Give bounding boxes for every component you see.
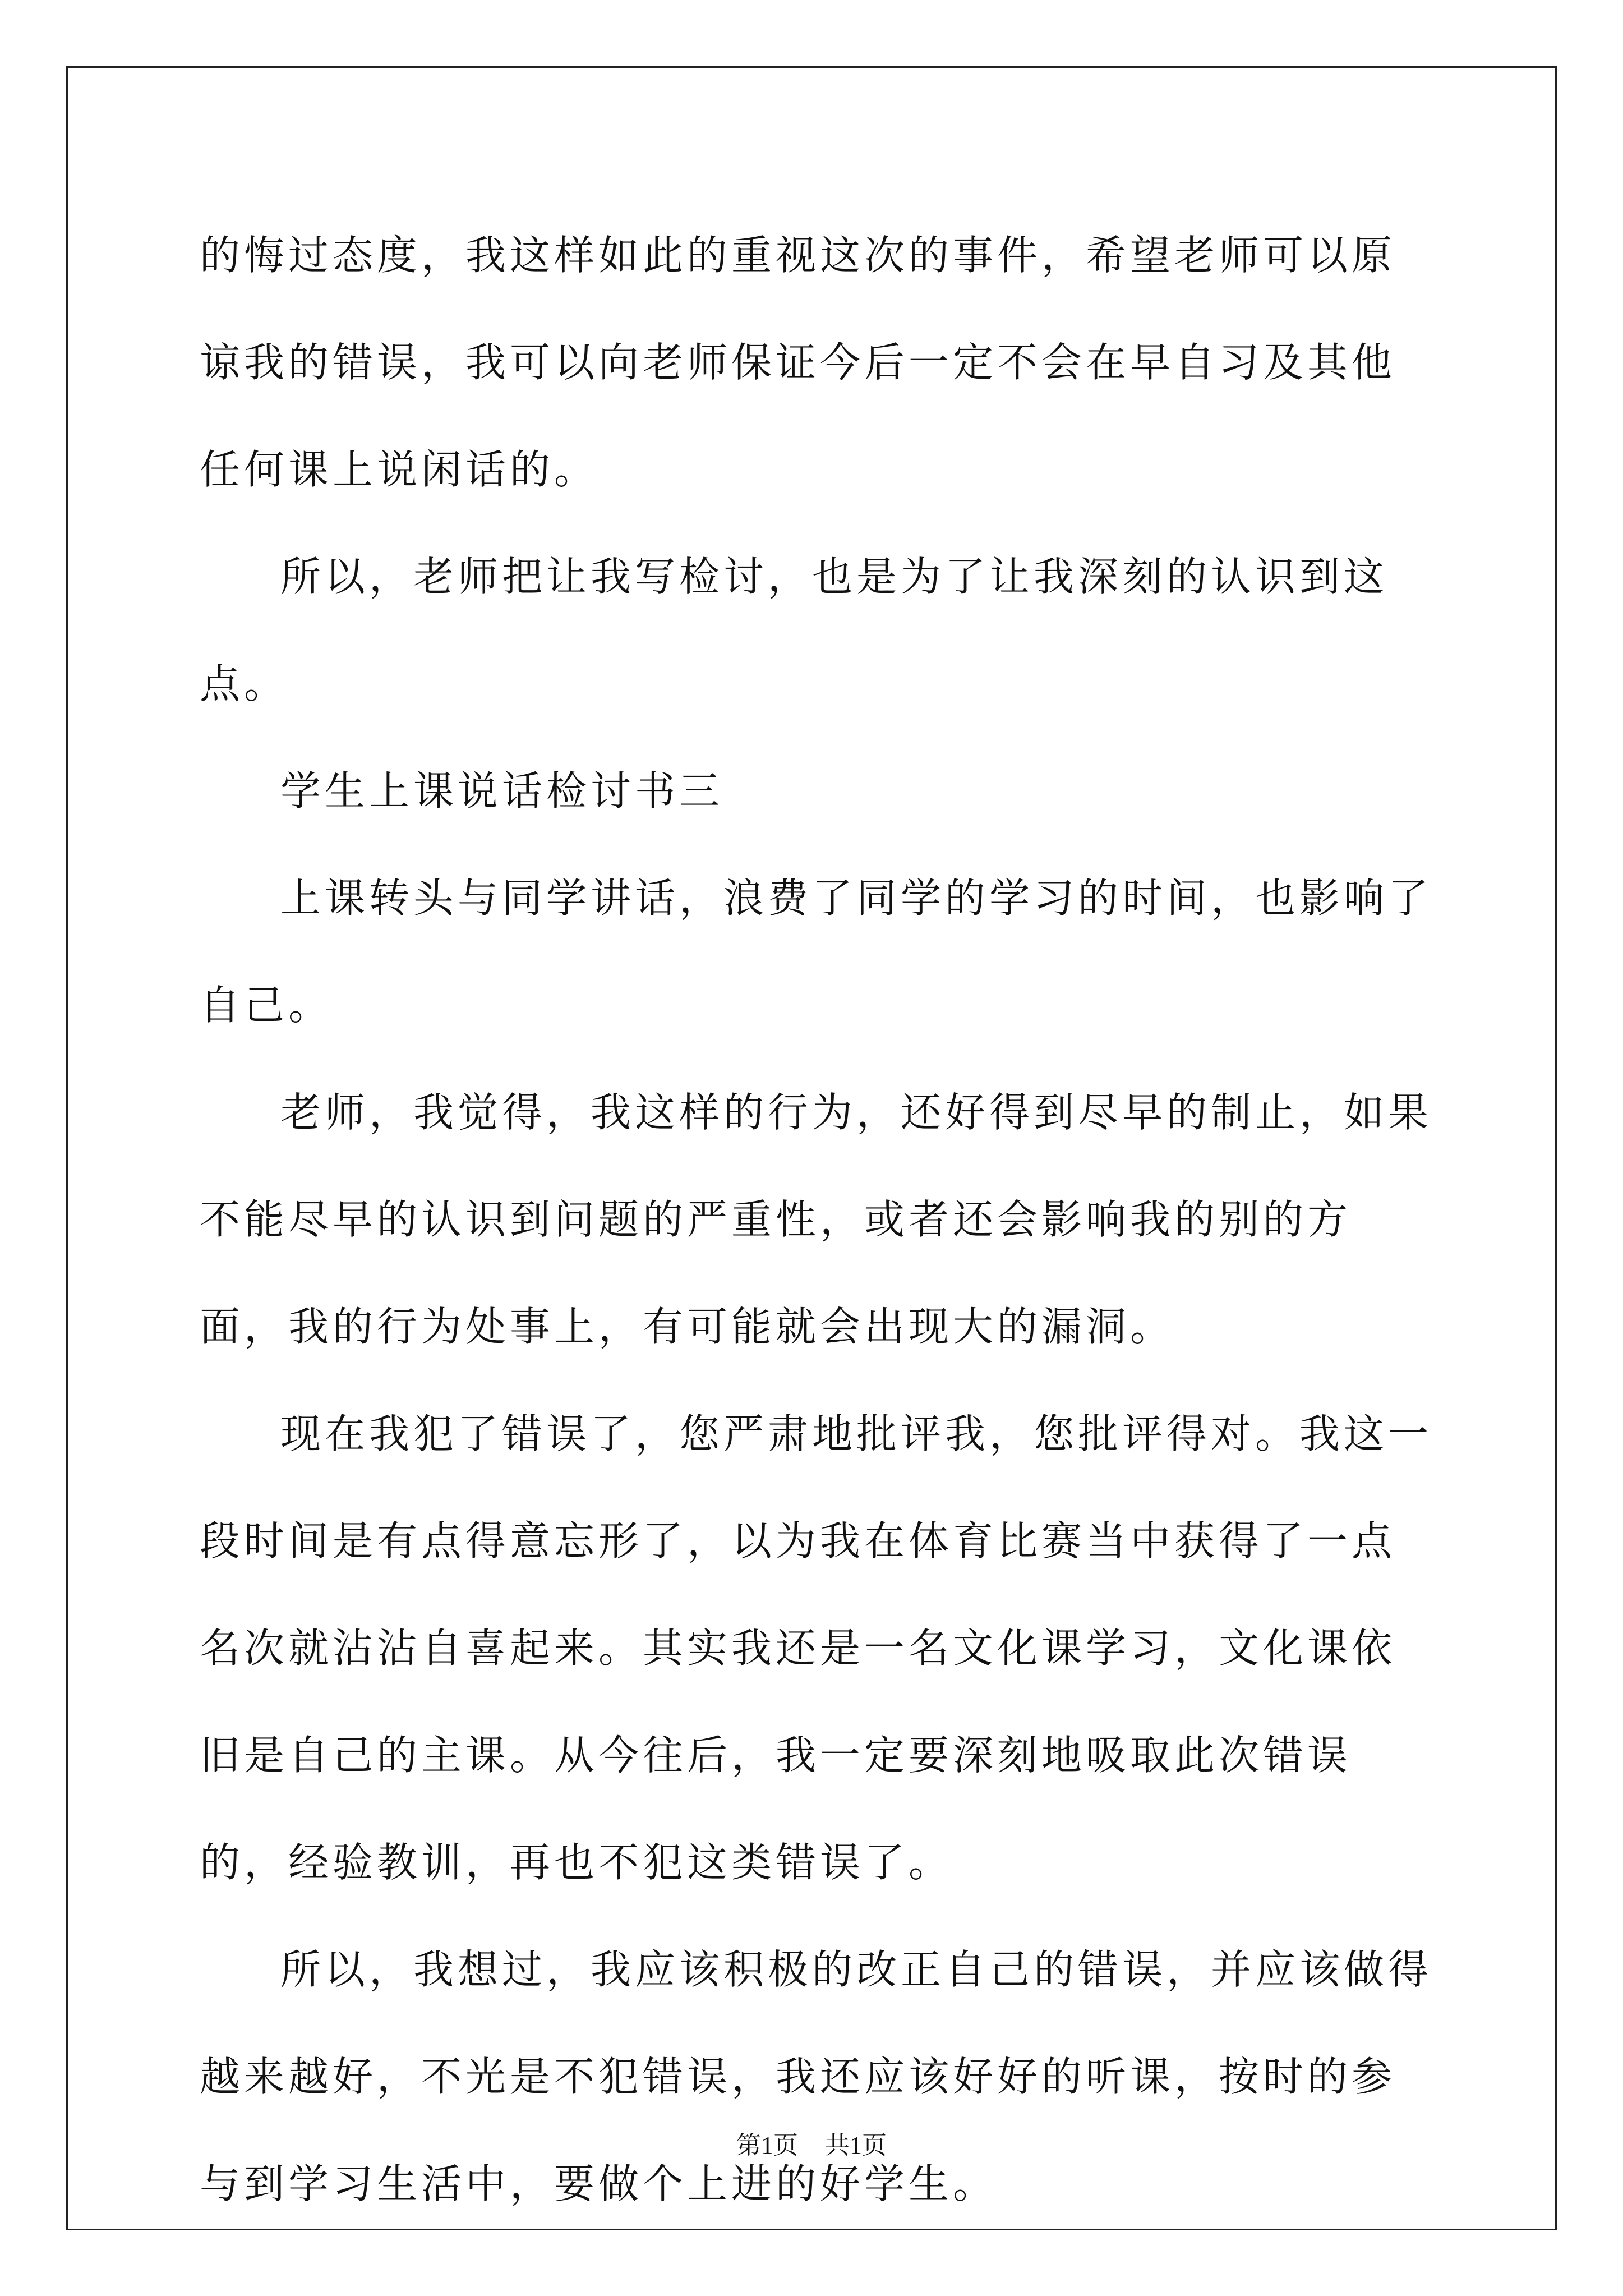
document-body [200, 202, 1433, 2238]
paragraph-6: 所以，我想过，我应该积极的改正自己的错误，并应该做得越来越好，不光是不犯错误，我还应该好好的听课，按时的参与到学习生活中，要做个上进的好学生。 [200, 1946, 1433, 2207]
paragraph-1: 的悔过态度，我这样如此的重视这次的事件，希望老师可以原谅我的错误，我可以向老师保证今后一定不会在早自习及其他任何课上说闲话的。 [200, 232, 1396, 493]
paragraph-2: 所以，老师把让我写检讨，也是为了让我深刻的认识到这点。 [200, 553, 1389, 707]
paragraph-5: 现在我犯了错误了，您严肃地批评我，您批评得对。我这一段时间是有点得意忘形了，以为我在体育比赛当中获得了一点名次就沾沾自喜起来。其实我还是一名文化课学习，文化课依旧是自己的主课。从今往后，我一定要深刻地吸取此次错误的，经验教训，再也不犯这类错误了。 [200, 1410, 1433, 1886]
section-heading: 学生上课说话检讨书三 [280, 767, 724, 815]
page-total: 共1页 [825, 2132, 887, 2159]
page-number: 第1页 [736, 2132, 798, 2159]
page-footer [0, 2125, 1623, 2161]
paragraph-4: 老师，我觉得，我这样的行为，还好得到尽早的制止，如果不能尽早的认识到问题的严重性，或者还会影响我的别的方面，我的行为处事上，有可能就会出现大的漏洞。 [200, 1089, 1433, 1350]
paragraph-3: 上课转头与同学讲话，浪费了同学的学习的时间，也影响了自己。 [200, 875, 1433, 1029]
